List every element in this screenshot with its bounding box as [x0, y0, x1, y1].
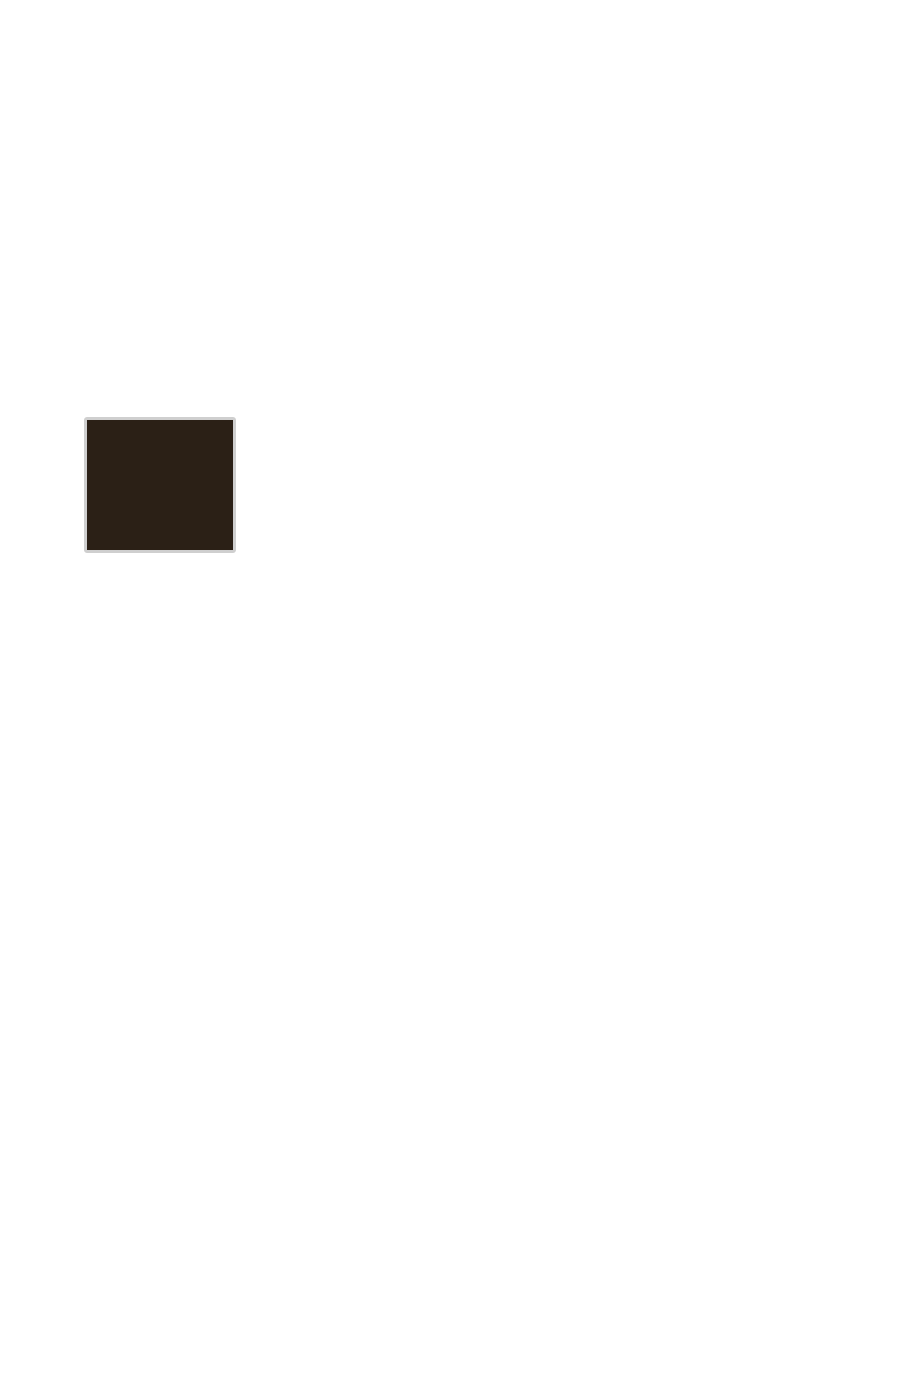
- shelf-photo: [84, 417, 236, 553]
- shelf-sketch-icon: [672, 490, 832, 600]
